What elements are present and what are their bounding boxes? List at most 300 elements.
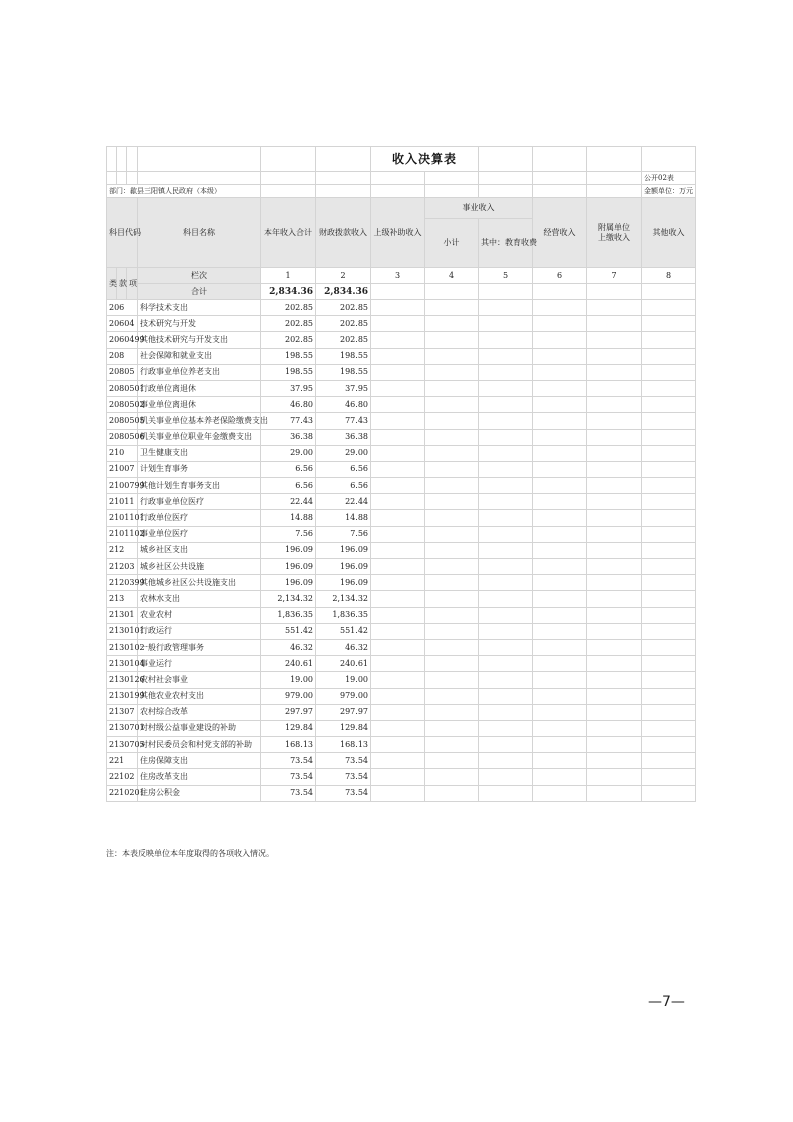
table-title: 收入决算表 [371, 147, 479, 172]
empty-cell [642, 348, 696, 364]
empty-cell [587, 607, 642, 623]
empty-cell [642, 494, 696, 510]
header-xiang: 项 [127, 268, 138, 300]
row-fiscal: 551.42 [316, 623, 371, 639]
empty-cell [642, 478, 696, 494]
row-code: 2130102 [107, 639, 138, 655]
table-row [107, 380, 696, 396]
row-fiscal: 29.00 [316, 445, 371, 461]
empty-cell [533, 300, 587, 316]
empty-cell [533, 461, 587, 477]
empty-cell [371, 316, 425, 332]
empty-cell [587, 526, 642, 542]
column-label: 栏次 [138, 268, 261, 284]
empty-cell [479, 575, 533, 591]
table-row [107, 478, 696, 494]
empty-cell [642, 769, 696, 785]
row-name: 住房保障支出 [138, 753, 261, 769]
total-income-value: 2,834.36 [261, 284, 316, 300]
empty-cell [642, 445, 696, 461]
empty-cell [533, 364, 587, 380]
empty-cell [533, 348, 587, 364]
row-code: 2130104 [107, 656, 138, 672]
empty-cell [479, 769, 533, 785]
empty-cell [425, 672, 479, 688]
empty-cell [533, 542, 587, 558]
row-code: 20805 [107, 364, 138, 380]
row-total-income: 46.32 [261, 639, 316, 655]
row-name: 技术研究与开发 [138, 316, 261, 332]
empty-cell [533, 591, 587, 607]
empty-cell [479, 494, 533, 510]
header-fiscal: 财政拨款收入 [316, 198, 371, 268]
column-number: 7 [587, 268, 642, 284]
empty-cell [479, 445, 533, 461]
empty-cell [425, 510, 479, 526]
row-fiscal: 196.09 [316, 559, 371, 575]
total-fiscal-value: 2,834.36 [316, 284, 371, 300]
empty-cell [642, 656, 696, 672]
row-total-income: 6.56 [261, 478, 316, 494]
empty-cell [425, 639, 479, 655]
row-name: 农林水支出 [138, 591, 261, 607]
empty-cell [425, 737, 479, 753]
empty-cell [371, 510, 425, 526]
empty-cell [533, 607, 587, 623]
empty-cell [533, 478, 587, 494]
empty-cell [642, 510, 696, 526]
row-fiscal: 198.55 [316, 364, 371, 380]
row-total-income: 198.55 [261, 348, 316, 364]
row-code: 221 [107, 753, 138, 769]
form-number: 公开02表 [642, 172, 696, 185]
empty-cell [371, 397, 425, 413]
empty-cell [533, 639, 587, 655]
empty-cell [425, 494, 479, 510]
table-row [107, 720, 696, 736]
empty-cell [479, 559, 533, 575]
row-name: 其他技术研究与开发支出 [138, 332, 261, 348]
empty-cell [642, 785, 696, 801]
table-row [107, 397, 696, 413]
empty-cell [479, 785, 533, 801]
row-name: 机关事业单位职业年金缴费支出 [138, 429, 261, 445]
table-row [107, 413, 696, 429]
income-table [106, 146, 696, 802]
row-fiscal: 73.54 [316, 769, 371, 785]
empty-cell [642, 461, 696, 477]
empty-cell [642, 559, 696, 575]
page-number: —7— [648, 994, 685, 1010]
row-name: 农业农村 [138, 607, 261, 623]
row-code: 21307 [107, 704, 138, 720]
empty-cell [533, 656, 587, 672]
empty-cell [425, 380, 479, 396]
row-name: 其他计划生育事务支出 [138, 478, 261, 494]
empty-cell [587, 656, 642, 672]
row-name: 计划生育事务 [138, 461, 261, 477]
empty-cell [479, 623, 533, 639]
empty-cell [533, 429, 587, 445]
table-row [107, 348, 696, 364]
row-name: 卫生健康支出 [138, 445, 261, 461]
table-row [107, 559, 696, 575]
table-row [107, 575, 696, 591]
table-row [107, 785, 696, 801]
empty-cell [587, 785, 642, 801]
table-row [107, 316, 696, 332]
empty-cell [587, 672, 642, 688]
empty-cell [425, 429, 479, 445]
row-name: 城乡社区支出 [138, 542, 261, 558]
row-code: 2130126 [107, 672, 138, 688]
row-name: 社会保障和就业支出 [138, 348, 261, 364]
empty-cell [533, 575, 587, 591]
row-total-income: 196.09 [261, 559, 316, 575]
row-fiscal: 73.54 [316, 753, 371, 769]
empty-cell [371, 413, 425, 429]
empty-cell [587, 461, 642, 477]
row-total-income: 129.84 [261, 720, 316, 736]
empty-cell [371, 348, 425, 364]
table-row [107, 656, 696, 672]
table-row [107, 672, 696, 688]
row-total-income: 77.43 [261, 413, 316, 429]
row-fiscal: 240.61 [316, 656, 371, 672]
empty-cell [371, 720, 425, 736]
row-code: 21011 [107, 494, 138, 510]
row-code: 2101101 [107, 510, 138, 526]
column-number: 6 [533, 268, 587, 284]
row-total-income: 22.44 [261, 494, 316, 510]
row-code: 2080506 [107, 429, 138, 445]
empty-cell [587, 737, 642, 753]
row-name: 其他农业农村支出 [138, 688, 261, 704]
row-code: 2100799 [107, 478, 138, 494]
empty-cell [533, 672, 587, 688]
row-name: 住房改革支出 [138, 769, 261, 785]
table-row [107, 445, 696, 461]
empty-cell [642, 639, 696, 655]
empty-cell [425, 413, 479, 429]
row-name: 科学技术支出 [138, 300, 261, 316]
row-fiscal: 2,134.32 [316, 591, 371, 607]
row-total-income: 202.85 [261, 332, 316, 348]
row-total-income: 6.56 [261, 461, 316, 477]
empty-cell [371, 688, 425, 704]
empty-cell [371, 445, 425, 461]
empty-cell [479, 348, 533, 364]
empty-cell [587, 623, 642, 639]
row-code: 22102 [107, 769, 138, 785]
row-fiscal: 46.32 [316, 639, 371, 655]
empty-cell [371, 364, 425, 380]
row-total-income: 73.54 [261, 753, 316, 769]
empty-cell [587, 413, 642, 429]
header-kuan: 款 [117, 268, 127, 300]
empty-cell [533, 316, 587, 332]
row-fiscal: 7.56 [316, 526, 371, 542]
empty-cell [533, 526, 587, 542]
row-name: 农村综合改革 [138, 704, 261, 720]
row-fiscal: 36.38 [316, 429, 371, 445]
empty-cell [371, 672, 425, 688]
empty-cell [642, 526, 696, 542]
empty-cell [533, 623, 587, 639]
row-total-income: 551.42 [261, 623, 316, 639]
row-code: 210 [107, 445, 138, 461]
empty-cell [642, 332, 696, 348]
empty-cell [371, 559, 425, 575]
header-subtotal: 小计 [425, 219, 479, 268]
total-row [107, 284, 696, 300]
row-total-income: 297.97 [261, 704, 316, 720]
table-row [107, 688, 696, 704]
empty-cell [425, 753, 479, 769]
row-name: 其他城乡社区公共设施支出 [138, 575, 261, 591]
row-total-income: 202.85 [261, 316, 316, 332]
empty-cell [425, 591, 479, 607]
row-code: 21203 [107, 559, 138, 575]
empty-cell [371, 737, 425, 753]
empty-cell [479, 607, 533, 623]
row-code: 2120399 [107, 575, 138, 591]
empty-cell [371, 575, 425, 591]
empty-cell [479, 332, 533, 348]
row-fiscal: 202.85 [316, 332, 371, 348]
row-total-income: 19.00 [261, 672, 316, 688]
department-label: 部门：歙县三阳镇人民政府（本级） [107, 185, 261, 198]
empty-cell [371, 494, 425, 510]
table-note: 注：本表反映单位本年度取得的各项收入情况。 [106, 849, 274, 858]
row-name: 城乡社区公共设施 [138, 559, 261, 575]
row-fiscal: 202.85 [316, 316, 371, 332]
empty-cell [587, 397, 642, 413]
empty-cell [479, 639, 533, 655]
row-total-income: 168.13 [261, 737, 316, 753]
row-name: 行政单位医疗 [138, 510, 261, 526]
empty-cell [425, 478, 479, 494]
row-fiscal: 202.85 [316, 300, 371, 316]
empty-cell [533, 720, 587, 736]
row-name: 事业单位离退休 [138, 397, 261, 413]
empty-cell [371, 542, 425, 558]
row-code: 2080505 [107, 413, 138, 429]
empty-cell [642, 688, 696, 704]
empty-cell [642, 672, 696, 688]
empty-cell [533, 397, 587, 413]
empty-cell [479, 380, 533, 396]
row-fiscal: 979.00 [316, 688, 371, 704]
empty-cell [587, 348, 642, 364]
empty-cell [642, 397, 696, 413]
empty-cell [425, 559, 479, 575]
row-total-income: 979.00 [261, 688, 316, 704]
empty-cell [587, 380, 642, 396]
empty-cell [642, 300, 696, 316]
empty-cell [642, 429, 696, 445]
empty-cell [587, 510, 642, 526]
table-row [107, 704, 696, 720]
empty-cell [642, 753, 696, 769]
empty-cell [533, 688, 587, 704]
empty-cell [642, 364, 696, 380]
header-affiliated-line1: 附属单位 [598, 222, 631, 232]
row-total-income: 29.00 [261, 445, 316, 461]
row-total-income: 73.54 [261, 769, 316, 785]
empty-cell [479, 737, 533, 753]
row-name: 对村民委员会和村党支部的补助 [138, 737, 261, 753]
column-number: 1 [261, 268, 316, 284]
row-total-income: 196.09 [261, 575, 316, 591]
column-number: 4 [425, 268, 479, 284]
row-name: 对村级公益事业建设的补助 [138, 720, 261, 736]
row-fiscal: 6.56 [316, 461, 371, 477]
header-lei: 类 [107, 268, 117, 300]
column-number: 5 [479, 268, 533, 284]
empty-cell [533, 380, 587, 396]
empty-cell [371, 704, 425, 720]
empty-cell [425, 656, 479, 672]
column-number: 8 [642, 268, 696, 284]
empty-cell [533, 510, 587, 526]
row-fiscal: 1,836.35 [316, 607, 371, 623]
row-code: 2130705 [107, 737, 138, 753]
empty-cell [533, 785, 587, 801]
empty-cell [642, 623, 696, 639]
empty-cell [425, 688, 479, 704]
empty-cell [425, 720, 479, 736]
empty-cell [642, 704, 696, 720]
row-total-income: 1,836.35 [261, 607, 316, 623]
empty-cell [425, 316, 479, 332]
row-total-income: 202.85 [261, 300, 316, 316]
row-fiscal: 6.56 [316, 478, 371, 494]
empty-cell [425, 300, 479, 316]
header-subsidy: 上级补助收入 [371, 198, 425, 268]
table-row [107, 364, 696, 380]
empty-cell [479, 316, 533, 332]
empty-cell [479, 704, 533, 720]
empty-cell [371, 332, 425, 348]
row-fiscal: 196.09 [316, 575, 371, 591]
empty-cell [479, 478, 533, 494]
table-row [107, 639, 696, 655]
header-other: 其他收入 [642, 198, 696, 268]
column-number: 2 [316, 268, 371, 284]
header-affiliated [587, 198, 642, 268]
empty-cell [479, 656, 533, 672]
row-name: 事业单位医疗 [138, 526, 261, 542]
empty-cell [587, 364, 642, 380]
row-code: 2130101 [107, 623, 138, 639]
empty-cell [642, 720, 696, 736]
empty-cell [642, 380, 696, 396]
row-code: 21007 [107, 461, 138, 477]
row-name: 一般行政管理事务 [138, 639, 261, 655]
empty-cell [642, 591, 696, 607]
empty-cell [425, 704, 479, 720]
row-fiscal: 77.43 [316, 413, 371, 429]
empty-cell [479, 542, 533, 558]
empty-cell [642, 607, 696, 623]
row-code: 212 [107, 542, 138, 558]
empty-cell [587, 575, 642, 591]
empty-cell [479, 510, 533, 526]
empty-cell [587, 769, 642, 785]
empty-cell [371, 478, 425, 494]
empty-cell [587, 704, 642, 720]
empty-cell [479, 364, 533, 380]
table-row [107, 737, 696, 753]
table-row [107, 526, 696, 542]
table-row [107, 607, 696, 623]
empty-cell [479, 672, 533, 688]
empty-cell [425, 526, 479, 542]
empty-cell [587, 591, 642, 607]
empty-cell [642, 413, 696, 429]
row-total-income: 7.56 [261, 526, 316, 542]
empty-cell [371, 656, 425, 672]
empty-cell [587, 445, 642, 461]
row-code: 2210201 [107, 785, 138, 801]
empty-cell [587, 429, 642, 445]
row-total-income: 14.88 [261, 510, 316, 526]
row-code: 2060499 [107, 332, 138, 348]
row-fiscal: 73.54 [316, 785, 371, 801]
table-row [107, 332, 696, 348]
empty-cell [425, 623, 479, 639]
row-code: 2080502 [107, 397, 138, 413]
table-row [107, 623, 696, 639]
empty-cell [479, 397, 533, 413]
header-code: 科目代码 [107, 198, 138, 268]
empty-cell [425, 769, 479, 785]
empty-cell [533, 753, 587, 769]
row-fiscal: 46.80 [316, 397, 371, 413]
row-total-income: 36.38 [261, 429, 316, 445]
table-row [107, 494, 696, 510]
column-number: 3 [371, 268, 425, 284]
row-name: 机关事业单位基本养老保险缴费支出 [138, 413, 261, 429]
empty-cell [587, 332, 642, 348]
empty-cell [479, 413, 533, 429]
row-fiscal: 196.09 [316, 542, 371, 558]
empty-cell [533, 737, 587, 753]
empty-cell [587, 542, 642, 558]
empty-cell [425, 461, 479, 477]
empty-cell [642, 316, 696, 332]
empty-cell [642, 575, 696, 591]
row-total-income: 198.55 [261, 364, 316, 380]
table-row [107, 510, 696, 526]
empty-cell [642, 737, 696, 753]
empty-cell [479, 300, 533, 316]
row-name: 行政事业单位养老支出 [138, 364, 261, 380]
empty-cell [479, 688, 533, 704]
table-row [107, 753, 696, 769]
empty-cell [425, 607, 479, 623]
empty-cell [533, 413, 587, 429]
header-business-group: 事业收入 [425, 198, 533, 219]
row-total-income: 46.80 [261, 397, 316, 413]
row-total-income: 73.54 [261, 785, 316, 801]
row-total-income: 196.09 [261, 542, 316, 558]
empty-cell [371, 591, 425, 607]
empty-cell [371, 380, 425, 396]
empty-cell [587, 300, 642, 316]
empty-cell [587, 753, 642, 769]
